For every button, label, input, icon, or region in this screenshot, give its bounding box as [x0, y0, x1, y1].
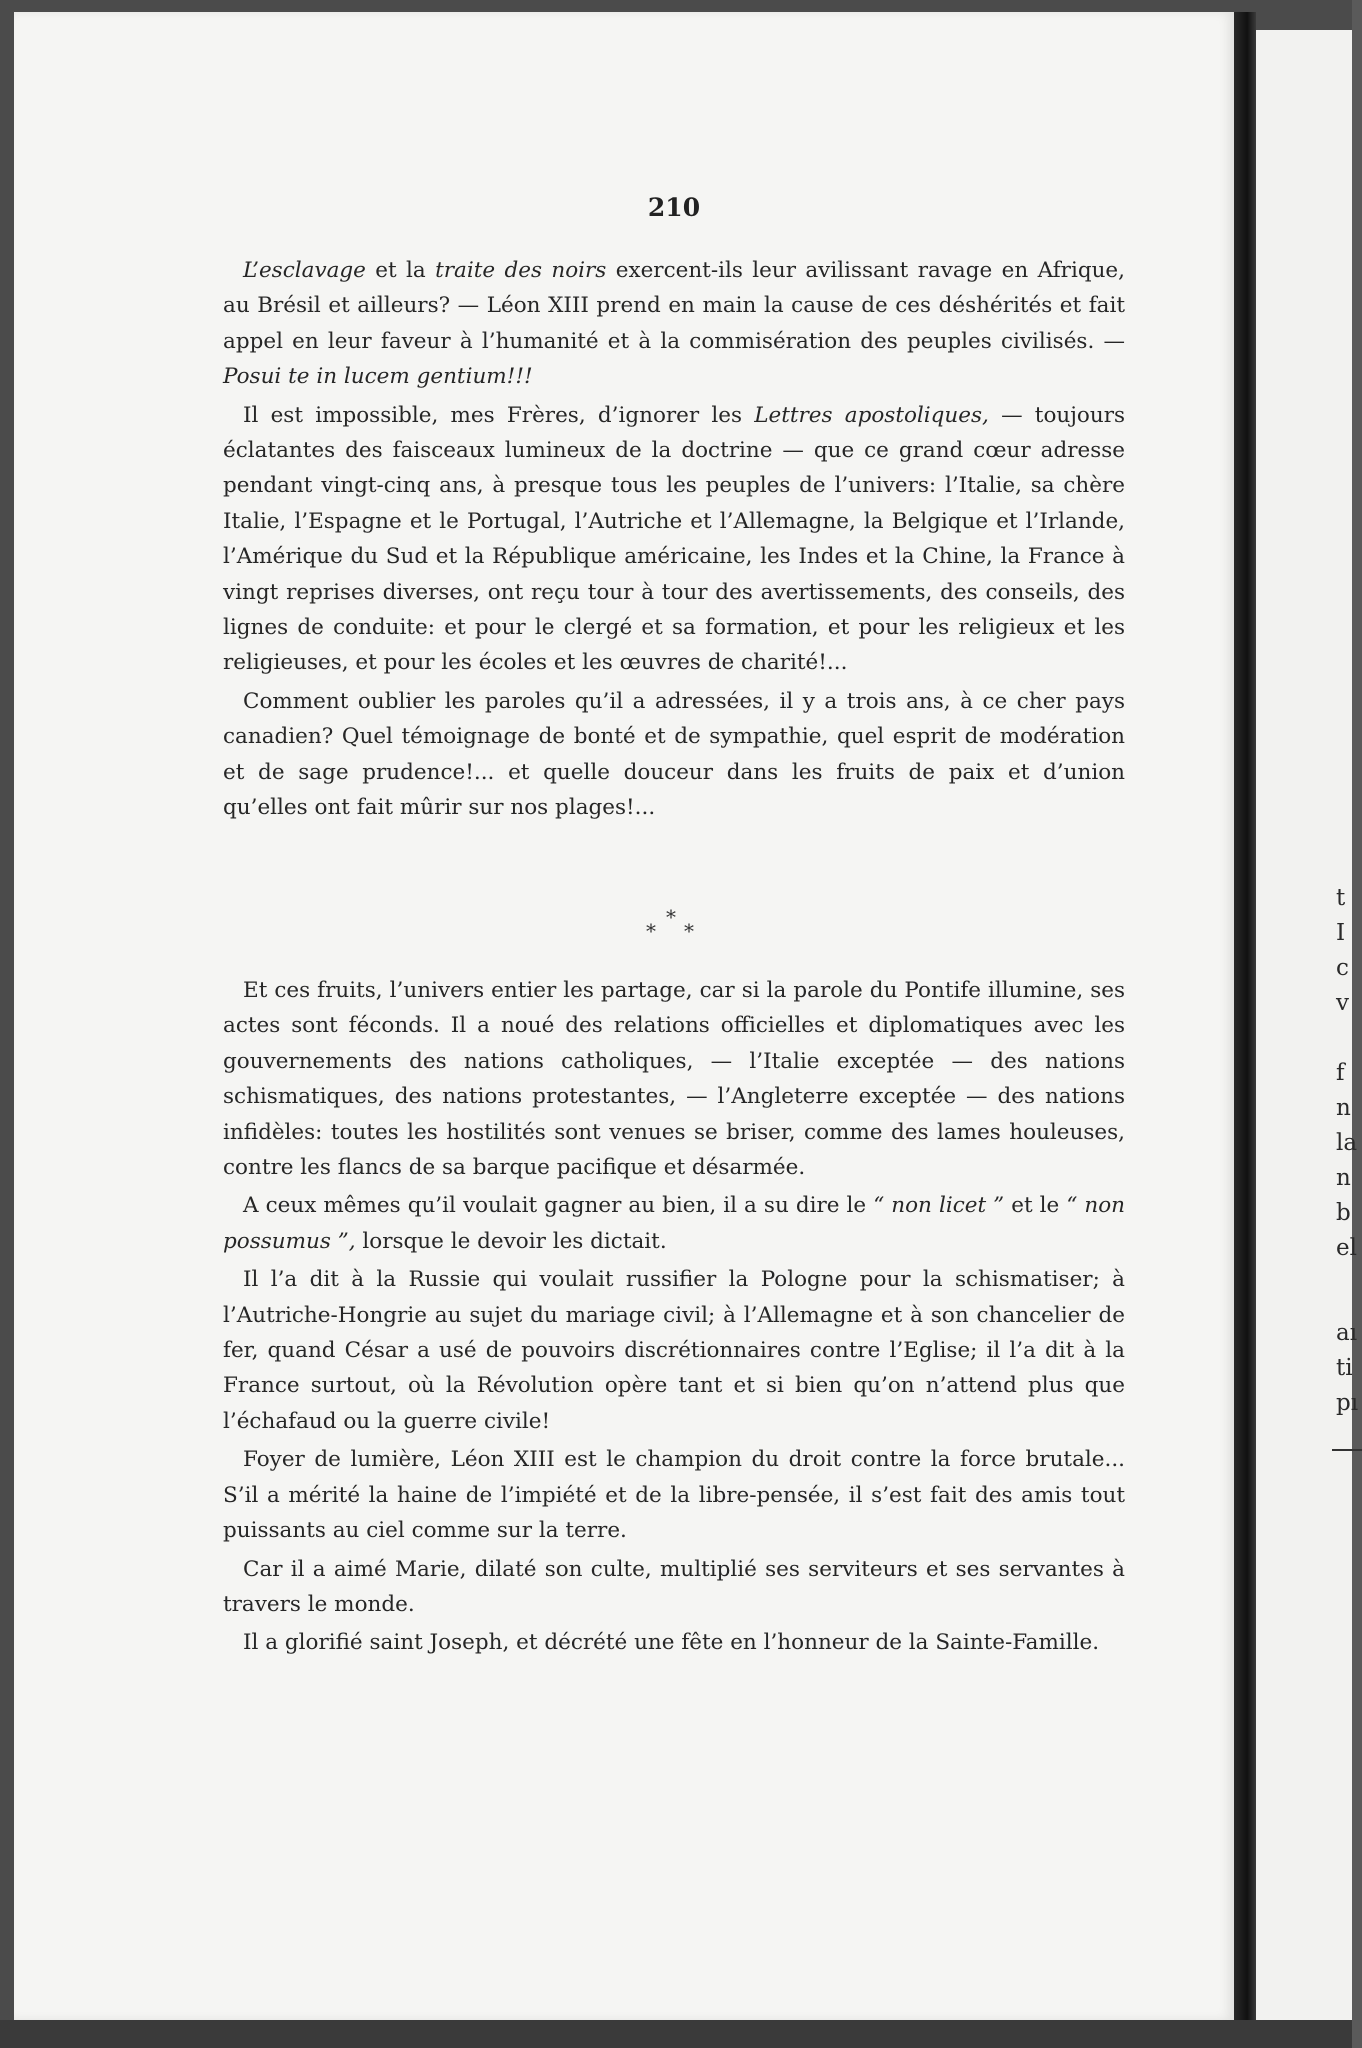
- left-page: [14, 12, 1234, 2020]
- paragraph-joseph: Il a glorifié saint Joseph, et décrété une fête en l’honneur de la Sainte-Famille.: [243, 1630, 1100, 1656]
- paragraph-russia: Il l’a dit à la Russie qui voulait russifier la Pologne pour la schismatiser; à l’Autriche-Hongrie au sujet du mariage civil; à l’Allemagne et à son chancelier de fer, quand César a usé de pouvoirs discrétionnaires contre l’Eglise; il l’a dit à la France surtout, où la Révolution opère tant et si bien qu’on n’attend plus que l’échafaud ou la guerre civile!: [223, 1267, 1125, 1434]
- paragraph-canada: Comment oublier les paroles qu’il a adressées, il y a trois ans, à ce cher pays canadien? Quel témoignage de bonté et de sympathie, quel esprit de modération et de sage prudence!... et quelle douceur dans les fruits de paix et d’union qu’elles ont fait mûrir sur nos plages!...: [223, 688, 1125, 821]
- adjacent-fragment: la: [1336, 1130, 1358, 1156]
- page-number: 210: [647, 193, 701, 222]
- paragraph-slavery-italic-2: traite des noirs: [435, 258, 607, 283]
- paragraph-slavery-italic-1: L’esclavage: [243, 258, 366, 283]
- paragraph-diplomacy: Et ces fruits, l’univers entier les partage, car si la parole du Pontife illumine, ses actes sont féconds. Il a noué des relations officielles et diplomatiques avec les gouvernements des nations catholiques, — l’Italie exceptée — des nations schismatiques, des nations protestantes, — l’Angleterre exceptée — des nations infidèles: toutes les hostilités sont venues se briser, comme des lames houleuses, contre les flancs de sa barque pacifique et désarmée.: [223, 978, 1125, 1181]
- asterism-star-right: *: [684, 919, 694, 943]
- paragraph-apostolic-italic: Lettres apostoliques,: [754, 402, 989, 428]
- adjacent-page-edge: [1256, 30, 1359, 2020]
- text-block-lower: [223, 973, 1125, 1664]
- adjacent-fragment: I: [1336, 920, 1346, 946]
- asterism-separator: [614, 905, 734, 945]
- adjacent-fragment: aı: [1336, 1320, 1358, 1346]
- adjacent-fragment: el: [1336, 1235, 1357, 1261]
- text-block-upper: [223, 253, 1125, 829]
- adjacent-fragment: f: [1336, 1060, 1345, 1086]
- adjacent-fragment: ti: [1336, 1355, 1353, 1381]
- adjacent-fragment: b: [1336, 1200, 1351, 1226]
- paragraph-non-licet-text-2: et le: [1004, 1193, 1067, 1219]
- paragraph-non-licet: [223, 1188, 1125, 1259]
- book-gutter: [1234, 12, 1256, 2032]
- asterism-star-top: *: [666, 905, 676, 929]
- paragraph-non-licet-text-1: A ceux mêmes qu’il voulait gagner au bien, il a su dire le: [243, 1193, 874, 1219]
- adjacent-fragment: n: [1336, 1165, 1351, 1191]
- adjacent-fragment: t: [1336, 885, 1346, 911]
- paragraph-slavery-latin: Posui te in lucem gentium!!!: [223, 364, 533, 390]
- adjacent-fragment: n: [1336, 1095, 1351, 1121]
- paragraph-non-licet-italic-2: “ non possumus ”,: [223, 1193, 1125, 1254]
- paragraph-slavery-text-2: exercent-ils leur avilissant ravage en Afrique, au Brésil et ailleurs? — Léon XIII prend en main la cause de ces déshérités et fait appel en leur faveur à l’humanité et à la commisération des peuples civilisés. —: [223, 258, 1125, 354]
- adjacent-fragment: v: [1336, 990, 1349, 1016]
- paragraph-apostolic-letters: [223, 398, 1125, 681]
- adjacent-fragment: pı: [1336, 1390, 1359, 1416]
- paragraph-slavery: [223, 253, 1125, 395]
- paragraph-slavery-text-1: et la: [365, 258, 436, 283]
- adjacent-fragment: c: [1336, 955, 1349, 981]
- paragraph-non-licet-italic-1: “ non licet ”: [873, 1193, 1005, 1219]
- asterism-star-left: *: [646, 919, 656, 943]
- paragraph-non-licet-text-3: lorsque le devoir les dictait.: [355, 1228, 667, 1254]
- paragraph-marie: Car il a aimé Marie, dilaté son culte, multiplié ses serviteurs et ses servantes à travers le monde.: [223, 1556, 1125, 1617]
- scan-bottom-edge: [0, 2020, 1352, 2048]
- paragraph-champion: Foyer de lumière, Léon XIII est le champion du droit contre la force brutale... S’il a mérité la haine de l’impiété et de la libre-pensée, il s’est fait des amis tout puissants au ciel comme sur la terre.: [223, 1447, 1125, 1544]
- paragraph-apostolic-text-2: — toujours éclatantes des faisceaux lumineux de la doctrine — que ce grand cœur adresse pendant vingt-cinq ans, à presque tous les peuples de l’univers: l’Italie, sa chère Italie, l’Espagne et le Portugal, l’Autriche et l’Allemagne, la Belgique et l’Irlande, l’Amérique du Sud et la République américaine, les Indes et la Chine, la France à vingt reprises diverses, ont reçu tour à tour des avertissements, des conseils, des lignes de conduite: et pour le clergé et sa formation, et pour les religieux et les religieuses, et pour les écoles et les œuvres de charité!...: [223, 402, 1125, 676]
- adjacent-footnote-rule: [1332, 1449, 1362, 1451]
- paragraph-apostolic-text-1: Il est impossible, mes Frères, d’ignorer les: [243, 402, 755, 428]
